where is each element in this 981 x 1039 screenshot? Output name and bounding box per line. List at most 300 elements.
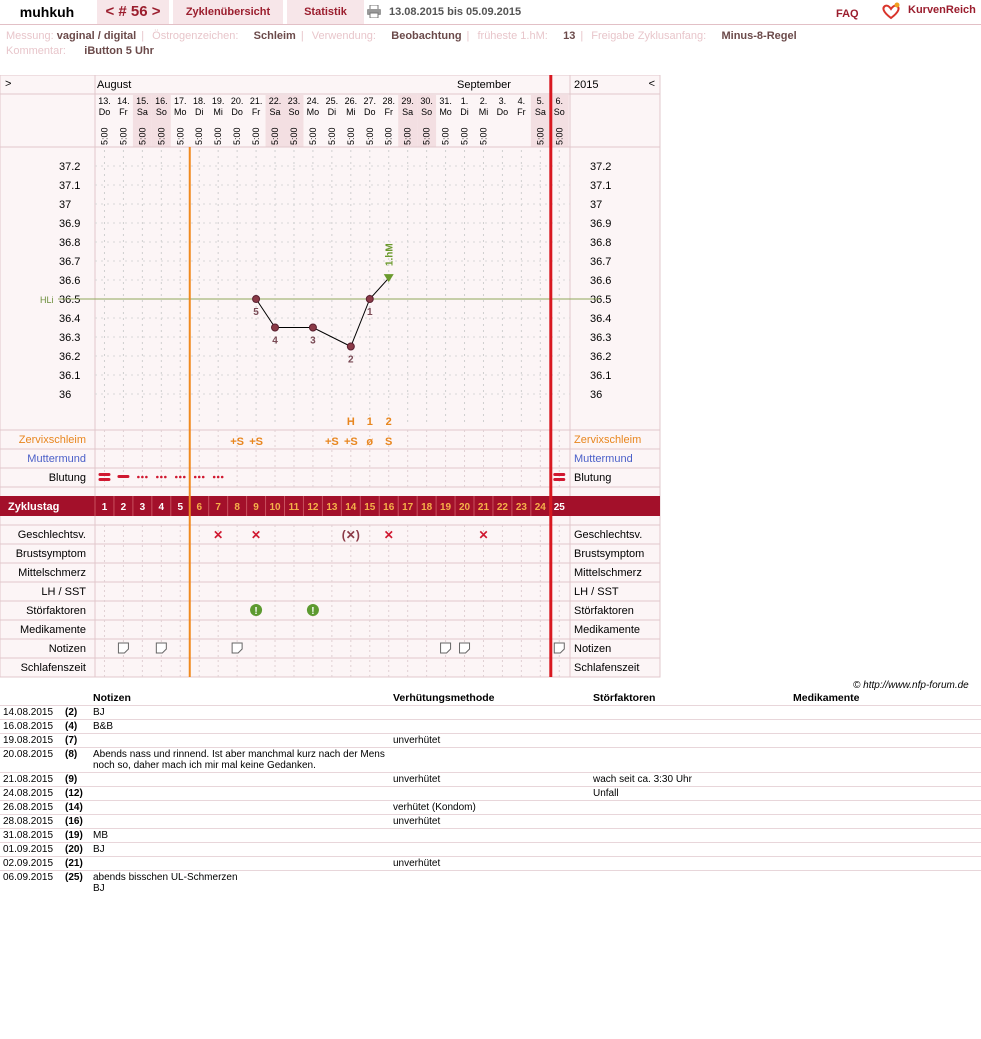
cell-method: unverhütet bbox=[390, 815, 590, 829]
cycle-day-number: 19 bbox=[440, 502, 452, 513]
day-weekday: So bbox=[421, 107, 433, 117]
year-label: 2015 bbox=[574, 79, 599, 91]
cycle-day-number: 21 bbox=[477, 502, 490, 513]
cycle-day-number: 4 bbox=[158, 502, 165, 513]
day-time: 5:00 bbox=[364, 127, 375, 145]
cell-method bbox=[390, 843, 590, 857]
cell-date: 21.08.2015 bbox=[0, 773, 62, 787]
cycle-day-number: 17 bbox=[402, 502, 414, 513]
row-label-right-disturb: Störfaktoren bbox=[574, 605, 634, 617]
cell-date: 02.09.2015 bbox=[0, 857, 62, 871]
cycle-day-number: 23 bbox=[515, 502, 527, 513]
cell-disturb bbox=[590, 801, 790, 815]
cell-notes bbox=[90, 773, 390, 787]
day-date: 23. bbox=[287, 96, 301, 106]
bleeding-spot-mark bbox=[217, 476, 220, 479]
cycle-day-number: 7 bbox=[215, 502, 221, 513]
cell-notes: B&B bbox=[90, 720, 390, 734]
cell-method: unverhütet bbox=[390, 857, 590, 871]
day-date: 24. bbox=[306, 96, 320, 106]
cycle-day-number: 2 bbox=[120, 502, 127, 513]
bleeding-heavy-mark bbox=[98, 473, 110, 476]
day-weekday: Sa bbox=[136, 107, 148, 117]
day-time: 5:00 bbox=[175, 127, 186, 145]
y-tick-left: 36.9 bbox=[59, 218, 81, 230]
cycle-day-number: 3 bbox=[139, 502, 146, 513]
day-time: 5:00 bbox=[554, 127, 565, 145]
mucus-mark: +S bbox=[324, 436, 339, 448]
cell-meds bbox=[790, 843, 981, 857]
bleeding-heavy-mark bbox=[553, 473, 565, 476]
bleeding-spot-mark bbox=[141, 476, 144, 479]
day-time: 5:00 bbox=[478, 127, 489, 145]
y-tick-left: 36.6 bbox=[59, 275, 81, 287]
day-date: 22. bbox=[268, 96, 282, 106]
day-weekday: Sa bbox=[534, 107, 546, 117]
cycle-day-number: 9 bbox=[253, 502, 259, 513]
table-row bbox=[0, 871, 981, 896]
row-label-cycle-day: Zyklustag bbox=[8, 501, 60, 513]
cell-disturb bbox=[590, 871, 790, 896]
y-tick-right: 37.1 bbox=[590, 180, 612, 192]
y-tick-right: 36.4 bbox=[590, 313, 612, 325]
cell-date: 14.08.2015 bbox=[0, 706, 62, 720]
row-label-midpain: Mittelschmerz bbox=[18, 567, 86, 579]
day-time: 5:00 bbox=[535, 127, 546, 145]
cycle-day-number: 12 bbox=[307, 502, 319, 513]
y-tick-left: 36.8 bbox=[59, 237, 81, 249]
cell-meds bbox=[790, 773, 981, 787]
day-time: 5:00 bbox=[326, 127, 337, 145]
y-tick-right: 36.8 bbox=[590, 237, 612, 249]
row-label-cervix: Muttermund bbox=[27, 453, 86, 465]
cell-disturb bbox=[590, 706, 790, 720]
disturbance-icon-glyph: ! bbox=[311, 606, 315, 617]
day-weekday: So bbox=[155, 107, 167, 117]
row-label-meds: Medikamente bbox=[19, 624, 86, 636]
cycle-day-number: 11 bbox=[288, 502, 300, 513]
cell-notes bbox=[90, 734, 390, 748]
day-date: 28. bbox=[382, 96, 395, 106]
bleeding-spot-mark bbox=[221, 476, 224, 479]
first-rise-label: 1.hM bbox=[384, 243, 396, 267]
table-row bbox=[0, 843, 981, 857]
cell-day: (21) bbox=[62, 857, 90, 871]
y-tick-right: 36.2 bbox=[590, 351, 612, 363]
y-tick-left: 37 bbox=[59, 199, 72, 211]
nav-prev-arrow: > bbox=[5, 78, 12, 90]
cycle-day-number: 14 bbox=[345, 502, 357, 513]
bleeding-spot-mark bbox=[213, 476, 216, 479]
tab-cycle-overview[interactable]: Zyklenübersicht bbox=[173, 0, 283, 24]
release-label: Freigabe Zyklusanfang: bbox=[591, 30, 707, 42]
bleeding-heavy-mark bbox=[553, 478, 565, 481]
row-label-right-sleep: Schlafenszeit bbox=[574, 662, 640, 674]
cycle-day-number: 18 bbox=[421, 502, 433, 513]
th-day bbox=[62, 690, 90, 706]
y-tick-right: 36 bbox=[590, 389, 603, 401]
peak-label: 2 bbox=[385, 416, 392, 428]
cell-disturb: wach seit ca. 3:30 Uhr bbox=[590, 773, 790, 787]
cycle-day-number: 5 bbox=[177, 502, 184, 513]
day-time: 5:00 bbox=[345, 127, 356, 145]
day-weekday: Di bbox=[327, 107, 337, 117]
day-weekday: Fr bbox=[119, 107, 128, 117]
cell-disturb bbox=[590, 734, 790, 748]
cell-notes bbox=[90, 801, 390, 815]
row-label-disturb: Störfaktoren bbox=[26, 605, 86, 617]
cycle-day-number: 1 bbox=[101, 502, 108, 513]
day-weekday: Sa bbox=[402, 107, 414, 117]
day-weekday: Do bbox=[98, 107, 111, 117]
day-date: 14. bbox=[117, 96, 130, 106]
bleeding-spot-mark bbox=[145, 476, 148, 479]
y-tick-left: 36.3 bbox=[59, 332, 81, 344]
bleeding-spot-mark bbox=[202, 476, 205, 479]
cell-meds bbox=[790, 829, 981, 843]
day-weekday: Mo bbox=[174, 107, 187, 117]
day-time: 5:00 bbox=[421, 127, 432, 145]
chart-background bbox=[0, 75, 660, 677]
day-date: 5. bbox=[536, 96, 545, 106]
th-disturb: Störfaktoren bbox=[593, 691, 656, 704]
day-date: 26. bbox=[344, 96, 358, 106]
cell-disturb bbox=[590, 720, 790, 734]
estrogen-label: Östrogenzeichen: bbox=[152, 30, 239, 42]
day-date: 31. bbox=[439, 96, 452, 106]
day-time: 5:00 bbox=[440, 127, 451, 145]
disturbance-icon-glyph: ! bbox=[254, 606, 258, 617]
peak-label: 1 bbox=[366, 416, 373, 428]
day-date: 6. bbox=[555, 96, 564, 106]
cycle-chart bbox=[0, 75, 662, 678]
release-value: Minus-8-Regel bbox=[721, 30, 797, 42]
table-row bbox=[0, 857, 981, 871]
cell-disturb bbox=[590, 857, 790, 871]
cycle-day-number: 24 bbox=[534, 502, 546, 513]
cell-notes bbox=[90, 815, 390, 829]
bleeding-medium-mark bbox=[117, 475, 129, 478]
day-weekday: Do bbox=[364, 107, 376, 117]
intercourse-mark: ✕ bbox=[251, 528, 262, 542]
y-tick-left: 36.1 bbox=[59, 370, 81, 382]
cell-day: (20) bbox=[62, 843, 90, 857]
y-tick-left: 36.7 bbox=[59, 256, 81, 268]
table-row bbox=[0, 773, 981, 787]
day-time: 5:00 bbox=[459, 127, 470, 145]
point-count-label: 1 bbox=[366, 307, 373, 318]
table-row bbox=[0, 734, 981, 748]
cell-meds bbox=[790, 720, 981, 734]
y-tick-left: 36.4 bbox=[59, 313, 81, 325]
bleeding-spot-mark bbox=[137, 476, 140, 479]
day-date: 15. bbox=[136, 96, 149, 106]
cell-method: unverhütet bbox=[390, 734, 590, 748]
cell-meds bbox=[790, 734, 981, 748]
row-label-right-lh: LH / SST bbox=[574, 586, 619, 598]
bleeding-spot-mark bbox=[183, 476, 186, 479]
cell-method: unverhütet bbox=[390, 773, 590, 787]
cell-date: 06.09.2015 bbox=[0, 871, 62, 896]
logo-text[interactable]: KurvenReich bbox=[908, 4, 976, 16]
tab-statistics[interactable]: Statistik bbox=[287, 0, 364, 24]
day-weekday: Sa bbox=[269, 107, 281, 117]
cell-day: (25) bbox=[62, 871, 90, 896]
cell-meds bbox=[790, 706, 981, 720]
cell-day: (7) bbox=[62, 734, 90, 748]
day-weekday: So bbox=[553, 107, 565, 117]
cell-day: (14) bbox=[62, 801, 90, 815]
mucus-mark: +S bbox=[343, 436, 358, 448]
day-date: 27. bbox=[363, 96, 377, 106]
day-time: 5:00 bbox=[99, 127, 110, 145]
day-weekday: Mi bbox=[478, 107, 489, 117]
cell-date: 28.08.2015 bbox=[0, 815, 62, 829]
estrogen-value: Schleim bbox=[253, 30, 296, 42]
day-weekday: Fr bbox=[251, 107, 261, 117]
y-tick-left: 36 bbox=[59, 389, 72, 401]
bleeding-spot-mark bbox=[164, 476, 167, 479]
row-label-right-mucus: Zervixschleim bbox=[574, 434, 642, 446]
top-bar bbox=[0, 0, 981, 25]
day-date: 17. bbox=[174, 96, 187, 106]
row-label-right-meds: Medikamente bbox=[574, 624, 641, 636]
cell-notes: BJ bbox=[90, 843, 390, 857]
cell-notes: Abends nass und rinnend. Ist aber manchmal kurz nach der Mens noch so, daher mach ich mir mal keine Gedanken. bbox=[90, 748, 390, 773]
cell-date: 19.08.2015 bbox=[0, 734, 62, 748]
table-row bbox=[0, 801, 981, 815]
usage-value: Beobachtung bbox=[391, 30, 462, 42]
th-method: Verhütungsmethode bbox=[393, 691, 495, 704]
day-weekday: Mo bbox=[439, 107, 452, 117]
cell-meds bbox=[790, 801, 981, 815]
cell-notes: MB bbox=[90, 829, 390, 843]
cycle-day-number: 6 bbox=[196, 502, 203, 513]
date-range: 13.08.2015 bis 05.09.2015 bbox=[389, 6, 522, 18]
y-tick-left: 37.2 bbox=[59, 161, 81, 173]
nav-next-arrow: < bbox=[648, 78, 655, 90]
mucus-mark: S bbox=[385, 436, 393, 448]
cycle-nav-button[interactable]: < # 56 > bbox=[97, 0, 169, 24]
day-date: 29. bbox=[401, 96, 414, 106]
earliest-rise-label: früheste 1.hM: bbox=[477, 30, 548, 42]
y-tick-left: 36.5 bbox=[59, 294, 81, 306]
day-time: 5:00 bbox=[213, 127, 224, 145]
cell-day: (19) bbox=[62, 829, 90, 843]
day-date: 4. bbox=[517, 96, 526, 106]
cell-meds bbox=[790, 787, 981, 801]
month-label: August bbox=[97, 79, 132, 91]
y-tick-right: 36.7 bbox=[590, 256, 612, 268]
day-date: 13. bbox=[98, 96, 111, 106]
table-row bbox=[0, 748, 981, 773]
day-time: 5:00 bbox=[137, 127, 148, 145]
intercourse-mark: ✕ bbox=[383, 528, 394, 542]
bleeding-spot-mark bbox=[160, 476, 163, 479]
day-weekday: Di bbox=[460, 107, 469, 117]
row-label-right-midpain: Mittelschmerz bbox=[574, 567, 642, 579]
table-row bbox=[0, 720, 981, 734]
temperature-point bbox=[309, 324, 316, 331]
cell-method bbox=[390, 871, 590, 896]
y-tick-right: 37.2 bbox=[590, 161, 612, 173]
bleeding-spot-mark bbox=[156, 476, 159, 479]
copyright: © http://www.nfp-forum.de bbox=[853, 680, 969, 691]
day-time: 5:00 bbox=[307, 127, 318, 145]
cycle-day-number: 13 bbox=[326, 502, 338, 513]
user-name: muhkuh bbox=[0, 0, 94, 24]
day-date: 19. bbox=[211, 96, 225, 106]
point-count-label: 3 bbox=[310, 335, 316, 347]
day-weekday: Di bbox=[194, 107, 204, 117]
cell-notes bbox=[90, 787, 390, 801]
cell-method bbox=[390, 829, 590, 843]
printer-icon[interactable] bbox=[367, 5, 381, 18]
bleeding-spot-mark bbox=[179, 476, 182, 479]
cell-method: verhütet (Kondom) bbox=[390, 801, 590, 815]
faq-link[interactable]: FAQ bbox=[836, 8, 859, 20]
mucus-mark: ø bbox=[366, 436, 374, 448]
cell-method bbox=[390, 787, 590, 801]
cell-meds bbox=[790, 871, 981, 896]
day-weekday: Mi bbox=[346, 107, 356, 117]
th-date bbox=[0, 690, 62, 706]
day-weekday: Do bbox=[231, 107, 243, 117]
cycle-day-number: 20 bbox=[458, 502, 471, 513]
row-label-lh: LH / SST bbox=[41, 586, 86, 598]
mucus-mark: +S bbox=[230, 436, 245, 448]
cell-disturb bbox=[590, 815, 790, 829]
bleeding-spot-mark bbox=[175, 476, 178, 479]
day-date: 18. bbox=[192, 96, 206, 106]
day-weekday: Fr bbox=[384, 107, 393, 117]
cell-date: 26.08.2015 bbox=[0, 801, 62, 815]
bleeding-spot-mark bbox=[194, 476, 197, 479]
y-tick-right: 36.1 bbox=[590, 370, 612, 382]
intercourse-mark: ✕ bbox=[478, 528, 489, 542]
day-date: 16. bbox=[155, 96, 168, 106]
table-row bbox=[0, 829, 981, 843]
point-count-label: 4 bbox=[272, 335, 278, 347]
cell-notes: abends bisschen UL-Schmerzen BJ bbox=[90, 871, 390, 896]
temperature-point bbox=[347, 343, 354, 350]
table-row bbox=[0, 815, 981, 829]
temperature-point bbox=[366, 296, 373, 303]
comment-line bbox=[6, 45, 154, 57]
cell-date: 01.09.2015 bbox=[0, 843, 62, 857]
comment-value: iButton 5 Uhr bbox=[84, 45, 154, 57]
intercourse-mark: ✕ bbox=[213, 528, 224, 542]
cell-meds bbox=[790, 815, 981, 829]
cell-day: (16) bbox=[62, 815, 90, 829]
cycle-day-number: 15 bbox=[364, 502, 376, 513]
day-date: 25. bbox=[325, 96, 339, 106]
hearts-logo-icon[interactable] bbox=[880, 1, 902, 21]
row-label-right-sex: Geschlechtsv. bbox=[574, 529, 643, 541]
day-date: 2. bbox=[479, 96, 488, 106]
y-tick-right: 36.9 bbox=[590, 218, 612, 230]
day-date: 20. bbox=[230, 96, 244, 106]
day-time: 5:00 bbox=[194, 127, 205, 145]
cycle-day-number: 16 bbox=[383, 502, 395, 513]
cell-notes bbox=[90, 857, 390, 871]
cycle-day-number: 25 bbox=[553, 502, 565, 513]
cell-day: (4) bbox=[62, 720, 90, 734]
bleeding-heavy-mark bbox=[98, 478, 110, 481]
day-time: 5:00 bbox=[251, 127, 262, 145]
measure-value: vaginal / digital bbox=[56, 30, 137, 42]
cell-day: (9) bbox=[62, 773, 90, 787]
th-notes: Notizen bbox=[93, 691, 131, 704]
cell-disturb bbox=[590, 748, 790, 773]
cycle-day-number: 8 bbox=[234, 502, 240, 513]
measure-label: Messung: bbox=[6, 30, 54, 42]
table-header-row bbox=[0, 690, 981, 706]
cycle-day-number: 22 bbox=[496, 502, 508, 513]
cell-method bbox=[390, 706, 590, 720]
cell-method bbox=[390, 748, 590, 773]
settings-line: Messung: vaginal / digital | Östrogenzeichen: Schleim | Verwendung: Beobachtung | früheste 1.hM: 13 | Freigabe Zyklusanfang: Minus-8-Regel bbox=[6, 30, 797, 42]
intercourse-mark: (✕) bbox=[341, 528, 360, 542]
cell-date: 16.08.2015 bbox=[0, 720, 62, 734]
point-count-label: 2 bbox=[348, 354, 354, 366]
day-time: 5:00 bbox=[156, 127, 167, 145]
row-label-breast: Brustsymptom bbox=[15, 548, 86, 560]
temperature-point bbox=[253, 296, 260, 303]
cell-day: (2) bbox=[62, 706, 90, 720]
day-weekday: So bbox=[288, 107, 300, 117]
comment-label: Kommentar: bbox=[6, 45, 66, 57]
table-row bbox=[0, 706, 981, 720]
row-label-right-cervix: Muttermund bbox=[574, 453, 633, 465]
day-time: 5:00 bbox=[270, 127, 281, 145]
row-label-right-breast: Brustsymptom bbox=[574, 548, 645, 560]
day-date: 1. bbox=[460, 96, 469, 106]
cell-method bbox=[390, 720, 590, 734]
y-tick-right: 36.6 bbox=[590, 275, 612, 287]
row-label-mucus: Zervixschleim bbox=[18, 434, 86, 446]
cell-disturb: Unfall bbox=[590, 787, 790, 801]
y-tick-left: 36.2 bbox=[59, 351, 81, 363]
day-date: 21. bbox=[249, 96, 263, 106]
cell-disturb bbox=[590, 829, 790, 843]
y-tick-left: 37.1 bbox=[59, 180, 81, 192]
day-weekday: Mo bbox=[306, 107, 320, 117]
cell-day: (12) bbox=[62, 787, 90, 801]
cell-meds bbox=[790, 748, 981, 773]
row-label-right-notes: Notizen bbox=[574, 643, 612, 655]
day-date: 3. bbox=[498, 96, 507, 106]
notes-table bbox=[0, 690, 981, 895]
day-weekday: Do bbox=[496, 107, 509, 117]
cell-day: (8) bbox=[62, 748, 90, 773]
row-label-sleep: Schlafenszeit bbox=[20, 662, 86, 674]
row-label-right-bleeding: Blutung bbox=[574, 472, 612, 484]
day-date: 30. bbox=[420, 96, 433, 106]
row-label-sex: Geschlechtsv. bbox=[17, 529, 86, 541]
mucus-mark: +S bbox=[249, 436, 263, 448]
th-meds: Medikamente bbox=[793, 691, 860, 704]
day-time: 5:00 bbox=[383, 127, 394, 145]
day-time: 5:00 bbox=[232, 127, 243, 145]
day-time: 5:00 bbox=[118, 127, 129, 145]
earliest-rise-value: 13 bbox=[563, 30, 576, 42]
cover-line-label: HLi bbox=[40, 295, 54, 305]
y-tick-right: 36.5 bbox=[590, 294, 612, 306]
cell-date: 31.08.2015 bbox=[0, 829, 62, 843]
peak-label: H bbox=[346, 416, 355, 428]
day-time: 5:00 bbox=[402, 127, 413, 145]
